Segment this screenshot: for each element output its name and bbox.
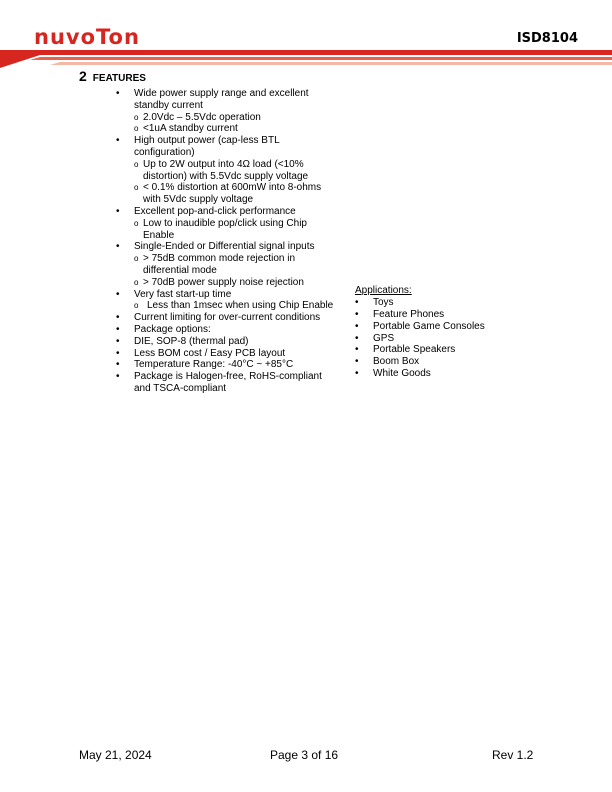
application-item: • Portable Speakers bbox=[355, 344, 555, 356]
feature-subitem: o Low to inaudible pop/click using Chip Enable bbox=[134, 218, 336, 242]
feature-item bbox=[116, 359, 336, 371]
feature-text: Excellent pop-and-click performance bbox=[134, 205, 296, 217]
feature-text: Temperature Range: -40°C ~ +85°C bbox=[134, 359, 294, 371]
feature-subitem: o > 70dB power supply noise rejection bbox=[134, 277, 336, 289]
feature-sublist bbox=[134, 218, 336, 242]
feature-text: DIE, SOP-8 (thermal pad) bbox=[134, 335, 249, 347]
applications-block bbox=[355, 285, 555, 380]
feature-text: Package options: bbox=[134, 323, 211, 335]
feature-sublist bbox=[134, 159, 336, 206]
application-item: • GPS bbox=[355, 333, 555, 345]
feature-item bbox=[116, 206, 336, 241]
footer-date: May 21, 2024 bbox=[79, 748, 152, 762]
application-item: • Portable Game Consoles bbox=[355, 321, 555, 333]
footer-rev: Rev 1.2 bbox=[492, 748, 534, 762]
feature-item bbox=[116, 336, 336, 348]
application-item: • Toys bbox=[355, 297, 555, 309]
feature-text: Current limiting for over-current conditions bbox=[134, 312, 321, 324]
feature-subitem: o 2.0Vdc – 5.5Vdc operation bbox=[134, 112, 336, 124]
features-list bbox=[116, 88, 336, 395]
feature-item bbox=[116, 289, 336, 313]
applications-list bbox=[355, 297, 555, 380]
feature-sublist bbox=[134, 112, 336, 136]
feature-subitem: o > 75dB common mode rejection in differential mode bbox=[134, 253, 336, 277]
application-item: • Feature Phones bbox=[355, 309, 555, 321]
logo-text: nuvoTon bbox=[34, 27, 140, 49]
feature-subitem: o Up to 2W output into 4Ω load (<10% distortion) with 5.5Vdc supply voltage bbox=[134, 159, 336, 183]
applications-heading: Applications: bbox=[355, 285, 412, 296]
feature-text: Very fast start-up time bbox=[134, 288, 232, 300]
feature-item bbox=[116, 241, 336, 288]
feature-item bbox=[116, 88, 336, 135]
document-id: ISD8104 bbox=[516, 31, 578, 46]
section-title: FEATURES bbox=[92, 73, 146, 84]
feature-text: Package is Halogen-free, RoHS-compliant and TSCA-compliant bbox=[134, 371, 322, 394]
feature-item bbox=[116, 312, 336, 324]
feature-sublist bbox=[134, 300, 336, 312]
section-number: 2 bbox=[79, 68, 87, 84]
application-item: • White Goods bbox=[355, 368, 555, 380]
feature-subitem: o <1uA standby current bbox=[134, 123, 336, 135]
feature-item bbox=[116, 324, 336, 336]
features-bullets bbox=[116, 88, 336, 395]
feature-sublist bbox=[134, 253, 336, 288]
feature-item bbox=[116, 348, 336, 360]
feature-subitem: o < 0.1% distortion at 600mW into 8-ohms with 5Vdc supply voltage bbox=[134, 182, 336, 206]
nuvoton-logo bbox=[34, 27, 179, 49]
feature-text: Wide power supply range and excellent standby current bbox=[134, 88, 309, 111]
feature-subitem: o Less than 1msec when using Chip Enable bbox=[134, 300, 336, 312]
feature-text: High output power (cap-less BTL configuration) bbox=[134, 135, 280, 158]
footer-page: Page 3 of 16 bbox=[270, 748, 339, 762]
feature-text: Single-Ended or Differential signal inputs bbox=[134, 241, 315, 253]
section-heading bbox=[79, 68, 146, 86]
feature-item bbox=[116, 135, 336, 206]
application-item: • Boom Box bbox=[355, 356, 555, 368]
feature-item bbox=[116, 371, 336, 395]
feature-text: Less BOM cost / Easy PCB layout bbox=[134, 347, 286, 359]
